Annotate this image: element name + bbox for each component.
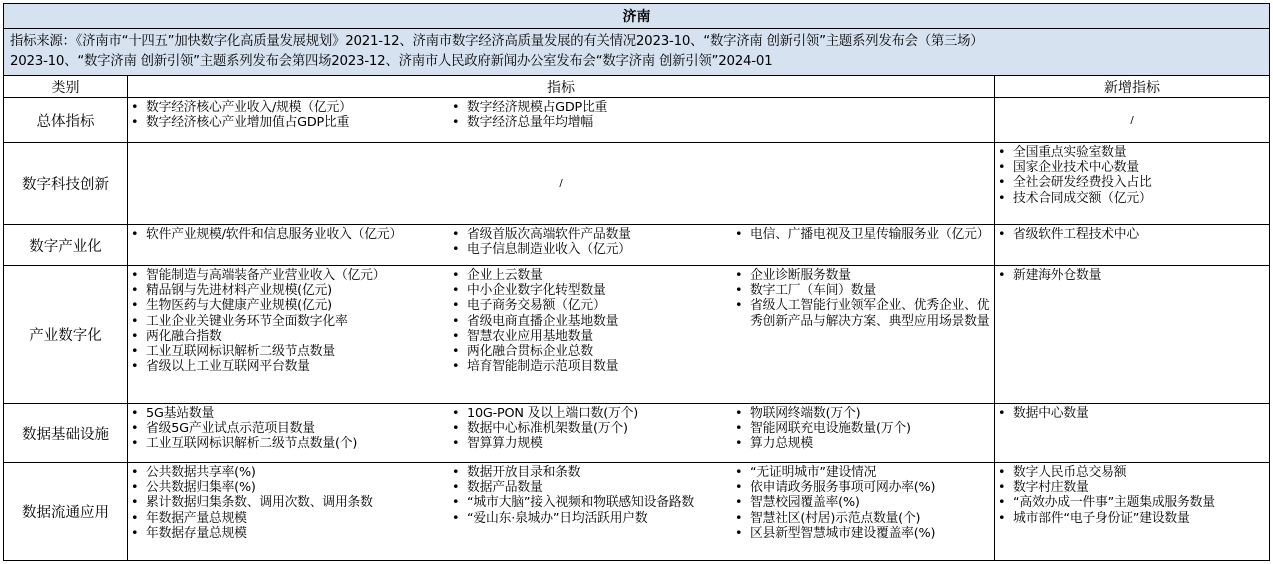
source-line-2: 2023-10、“数字济南 创新引领”主题系列发布会第四场2023-12、济南市人民政府新闻办公室发布会“数字济南 创新引领”2024-01	[10, 54, 773, 69]
category-cell: 总体指标	[4, 98, 128, 143]
indicator-table	[3, 3, 1270, 561]
list-item: • 省级5G产业试点示范项目数量	[128, 421, 444, 436]
list-item: • 省级软件工程技术中心	[995, 227, 1267, 242]
list-item: • 公共数据归集率(%)	[128, 480, 444, 495]
new-indicator-list	[995, 145, 1267, 206]
new-indicators-cell: /	[995, 98, 1270, 143]
indicator-list-2	[449, 227, 727, 257]
category-cell: 产业数字化	[4, 266, 128, 404]
list-item: • 省级以上工业互联网平台数量	[128, 359, 444, 374]
list-item: • 智慧校园覆盖率(%)	[732, 495, 994, 510]
list-item: • 区县新型智慧城市建设覆盖率(%)	[732, 526, 994, 541]
list-item: • 两化融合指数	[128, 329, 444, 344]
list-item: • 电子商务交易额（亿元）	[449, 298, 727, 313]
category-cell: 数字产业化	[4, 225, 128, 266]
indicator-list-2	[449, 100, 727, 130]
list-item: • 数据中心数量	[995, 406, 1267, 421]
indicator-list-3	[732, 227, 994, 242]
indicator-list-3	[732, 268, 994, 329]
list-item: • 5G基站数量	[128, 406, 444, 421]
list-item: • 中小企业数字化转型数量	[449, 283, 727, 298]
list-item: • 物联网终端数(万个)	[732, 406, 994, 421]
list-item: • 省级人工智能行业领军企业、优秀企业、优秀创新产品与解决方案、典型应用场景数量	[732, 298, 994, 328]
indicator-list-3	[732, 465, 994, 541]
indicator-list-1	[128, 465, 444, 541]
header-indicators: 指标	[128, 76, 995, 98]
indicators-cell: /	[128, 143, 995, 225]
indicator-list-2	[449, 465, 727, 526]
header-new-indicators: 新增指标	[995, 76, 1270, 98]
indicator-list-2	[449, 406, 727, 452]
indicator-list-3	[732, 406, 994, 452]
list-item: • 累计数据归集条数、调用次数、调用条数	[128, 495, 444, 510]
header-category: 类别	[4, 76, 128, 98]
source-line-1: 指标来源：《济南市“十四五”加快数字化高质量发展规划》2021-12、济南市数字经济高质量发展的有关情况2023-10、“数字济南 创新引领”主题系列发布会（第三场）	[10, 34, 984, 49]
list-item: • 省级首版次高端软件产品数量	[449, 227, 727, 242]
table-title: 济南	[4, 4, 1270, 29]
list-item: • 年数据存量总规模	[128, 526, 444, 541]
list-item: • 数字经济核心产业增加值占GDP比重	[128, 115, 444, 130]
list-item: • 智算算力规模	[449, 436, 727, 451]
list-item: • 数据产品数量	[449, 480, 727, 495]
new-indicators-cell	[995, 266, 1270, 404]
list-item: • 国家企业技术中心数量	[995, 160, 1267, 175]
list-item: • 企业诊断服务数量	[732, 268, 994, 283]
indicator-list-1	[128, 227, 444, 242]
indicator-list-1	[128, 406, 444, 452]
source-note	[4, 29, 1270, 76]
list-item: • 软件产业规模/软件和信息服务业收入（亿元）	[128, 227, 444, 242]
list-item: • “无证明城市”建设情况	[732, 465, 994, 480]
list-item: • 全国重点实验室数量	[995, 145, 1267, 160]
list-item: • 全社会研发经费投入占比	[995, 175, 1267, 190]
list-item: • 数字工厂（车间）数量	[732, 283, 994, 298]
category-cell: 数据流通应用	[4, 463, 128, 561]
list-item: • 智能制造与高端装备产业营业收入（亿元）	[128, 268, 444, 283]
list-item: • “高效办成一件事”主题集成服务数量	[995, 495, 1267, 510]
list-item: • “城市大脑”接入视频和物联感知设备路数	[449, 495, 727, 510]
list-item: • 培育智能制造示范项目数量	[449, 359, 727, 374]
list-item: • 精品钢与先进材料产业规模(亿元)	[128, 283, 444, 298]
new-indicator-list	[995, 406, 1267, 421]
list-item: • 电信、广播电视及卫星传输服务业（亿元）	[732, 227, 994, 242]
new-indicator-list	[995, 268, 1267, 283]
list-item: • 企业上云数量	[449, 268, 727, 283]
new-indicator-list	[995, 227, 1267, 242]
indicator-list-1	[128, 268, 444, 374]
list-item: • 新建海外仓数量	[995, 268, 1267, 283]
list-item: • 数据中心标准机架数量(万个)	[449, 421, 727, 436]
list-item: • 数据开放目录和条数	[449, 465, 727, 480]
list-item: • 数字村庄数量	[995, 480, 1267, 495]
category-cell: 数字科技创新	[4, 143, 128, 225]
list-item: • 数字经济总量年均增幅	[449, 115, 727, 130]
list-item: • 工业互联网标识解析二级节点数量(个)	[128, 436, 444, 451]
list-item: • 10G-PON 及以上端口数(万个)	[449, 406, 727, 421]
list-item: • 年数据产量总规模	[128, 511, 444, 526]
list-item: • 智能网联充电设施数量(万个)	[732, 421, 994, 436]
list-item: • 工业企业关键业务环节全面数字化率	[128, 314, 444, 329]
list-item: • 省级电商直播企业基地数量	[449, 314, 727, 329]
list-item: • “爱山东·泉城办”日均活跃用户数	[449, 511, 727, 526]
list-item: • 智慧农业应用基地数量	[449, 329, 727, 344]
list-item: • 两化融合贯标企业总数	[449, 344, 727, 359]
category-cell: 数据基础设施	[4, 404, 128, 463]
list-item: • 技术合同成交额（亿元）	[995, 191, 1267, 206]
list-item: • 公共数据共享率(%)	[128, 465, 444, 480]
new-indicator-list	[995, 465, 1267, 526]
indicator-list-1	[128, 100, 444, 130]
list-item: • 数字经济核心产业收入/规模（亿元）	[128, 100, 444, 115]
list-item: • 数字经济规模占GDP比重	[449, 100, 727, 115]
list-item: • 智慧社区(村居)示范点数量(个)	[732, 511, 994, 526]
list-item: • 工业互联网标识解析二级节点数量	[128, 344, 444, 359]
indicator-list-2	[449, 268, 727, 374]
list-item: • 生物医药与大健康产业规模(亿元)	[128, 298, 444, 313]
list-item: • 依申请政务服务事项可网办率(%)	[732, 480, 994, 495]
list-item: • 算力总规模	[732, 436, 994, 451]
list-item: • 城市部件“电子身份证”建设数量	[995, 511, 1267, 526]
list-item: • 电子信息制造业收入（亿元）	[449, 242, 727, 257]
list-item: • 数字人民币总交易额	[995, 465, 1267, 480]
